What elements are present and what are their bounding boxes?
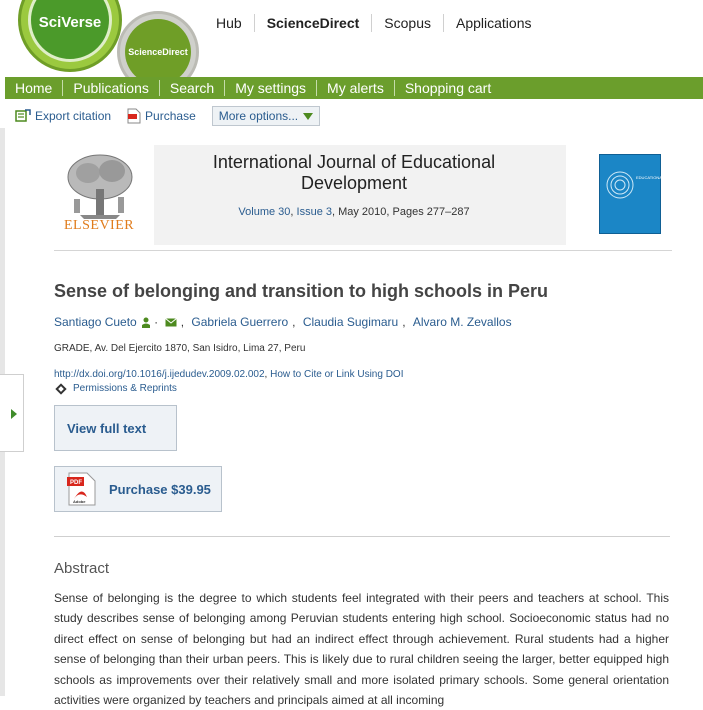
comma-separator: ,	[177, 315, 188, 329]
pdf-icon	[127, 108, 141, 124]
journal-banner	[54, 145, 696, 251]
purchase-price-label: Purchase $39.95	[109, 481, 211, 497]
author-link-4[interactable]: Alvaro M. Zevallos	[412, 315, 512, 329]
view-full-text-button[interactable]	[54, 405, 177, 451]
author-link-1[interactable]: Santiago Cueto	[54, 315, 137, 329]
pdf-badge-label: PDF	[70, 480, 82, 486]
sciverse-logo[interactable]	[18, 0, 122, 72]
nav-home[interactable]: Home	[15, 80, 53, 96]
elsevier-wordmark: ELSEVIER	[64, 218, 135, 233]
doi-separator: ,	[264, 369, 271, 380]
more-options-label: More options...	[218, 109, 299, 123]
cover-art	[600, 155, 696, 233]
permissions-label: Permissions & Reprints	[73, 383, 177, 394]
doi-line	[54, 369, 404, 380]
nav-search[interactable]: Search	[159, 80, 224, 96]
topnav-hub[interactable]: Hub	[216, 15, 242, 31]
journal-cover-thumbnail[interactable]	[599, 154, 696, 234]
journal-issue-info: Volume 30, Issue 3, May 2010, Pages 277–287	[238, 206, 470, 218]
adobe-badge-label: Adobe	[73, 499, 86, 504]
main-nav-bar	[5, 77, 703, 99]
nav-publications[interactable]: Publications	[62, 80, 159, 96]
purchase-button[interactable]	[127, 108, 196, 124]
permissions-icon	[55, 383, 66, 394]
purchase-price-button[interactable]	[54, 466, 222, 512]
doi-link[interactable]: http://dx.doi.org/10.1016/j.ijedudev.2009.02.002	[54, 369, 265, 380]
section-divider	[54, 536, 670, 537]
expand-arrow-icon	[11, 409, 17, 419]
abstract-text: Sense of belonging is the degree to which students feel integrated with their peers and teachers at school. This study describes sense of belonging among Peruvian students entering high school. Socioeconomic status had no direct effect on sense of belonging but had an indirect effect through achievement. Rural students had a higher sense of belonging than their urban peers. This is likely due to rural children seeing the larger, better equipped high schools as improvements over their relatively small and more isolated primary schools. Some general orientation activities were organized by teachers and principals aimed at all incoming	[54, 591, 669, 708]
comma-separator: ,	[292, 315, 299, 329]
adobe-pdf-icon	[65, 471, 99, 507]
abstract-heading: Abstract	[54, 560, 110, 577]
top-nav	[204, 14, 544, 32]
person-icon[interactable]	[141, 317, 151, 328]
export-citation-label: Export citation	[35, 109, 112, 123]
more-options-dropdown[interactable]	[212, 106, 320, 126]
nav-shopping-cart[interactable]: Shopping cart	[394, 80, 501, 96]
dropdown-arrow-icon	[303, 113, 313, 120]
export-icon	[15, 109, 31, 123]
topnav-scopus[interactable]: Scopus	[371, 14, 443, 32]
article-toolbar	[15, 106, 320, 126]
cover-title: EDUCATIONAL DEVELOPMENT	[636, 175, 696, 180]
sciencedirect-logo-text: ScienceDirect	[128, 47, 188, 57]
purchase-label: Purchase	[145, 109, 196, 123]
issue-link[interactable]: Issue 3	[296, 206, 332, 218]
date-pages: , May 2010, Pages 277–287	[331, 206, 470, 218]
comma-separator: ,	[402, 315, 409, 329]
author-list	[54, 315, 516, 329]
volume-link[interactable]: Volume 30	[238, 206, 291, 218]
affiliation: GRADE, Av. Del Ejercito 1870, San Isidro, Lima 27, Peru	[54, 343, 306, 354]
journal-title[interactable]: International Journal of Educational Development	[212, 152, 496, 193]
permissions-link[interactable]	[54, 383, 177, 394]
author-link-3[interactable]: Claudia Sugimaru	[302, 315, 399, 329]
sciverse-logo-ring	[28, 0, 112, 62]
export-citation-button[interactable]	[15, 109, 111, 123]
nav-my-alerts[interactable]: My alerts	[316, 80, 394, 96]
email-icon[interactable]	[165, 318, 177, 327]
topnav-applications[interactable]: Applications	[443, 14, 544, 32]
view-full-text-label: View full text	[67, 420, 147, 436]
sciverse-logo-text: SciVerse	[38, 14, 102, 31]
author-link-2[interactable]: Gabriela Guerrero	[191, 315, 289, 329]
sidebar-expand-toggle[interactable]	[0, 374, 24, 452]
dot-separator: ·	[150, 315, 162, 329]
article-title: Sense of belonging and transition to high schools in Peru	[54, 281, 549, 301]
topnav-sciencedirect[interactable]: ScienceDirect	[254, 14, 372, 32]
cite-link[interactable]: How to Cite or Link Using DOI	[270, 369, 404, 380]
nav-my-settings[interactable]: My settings	[224, 80, 316, 96]
